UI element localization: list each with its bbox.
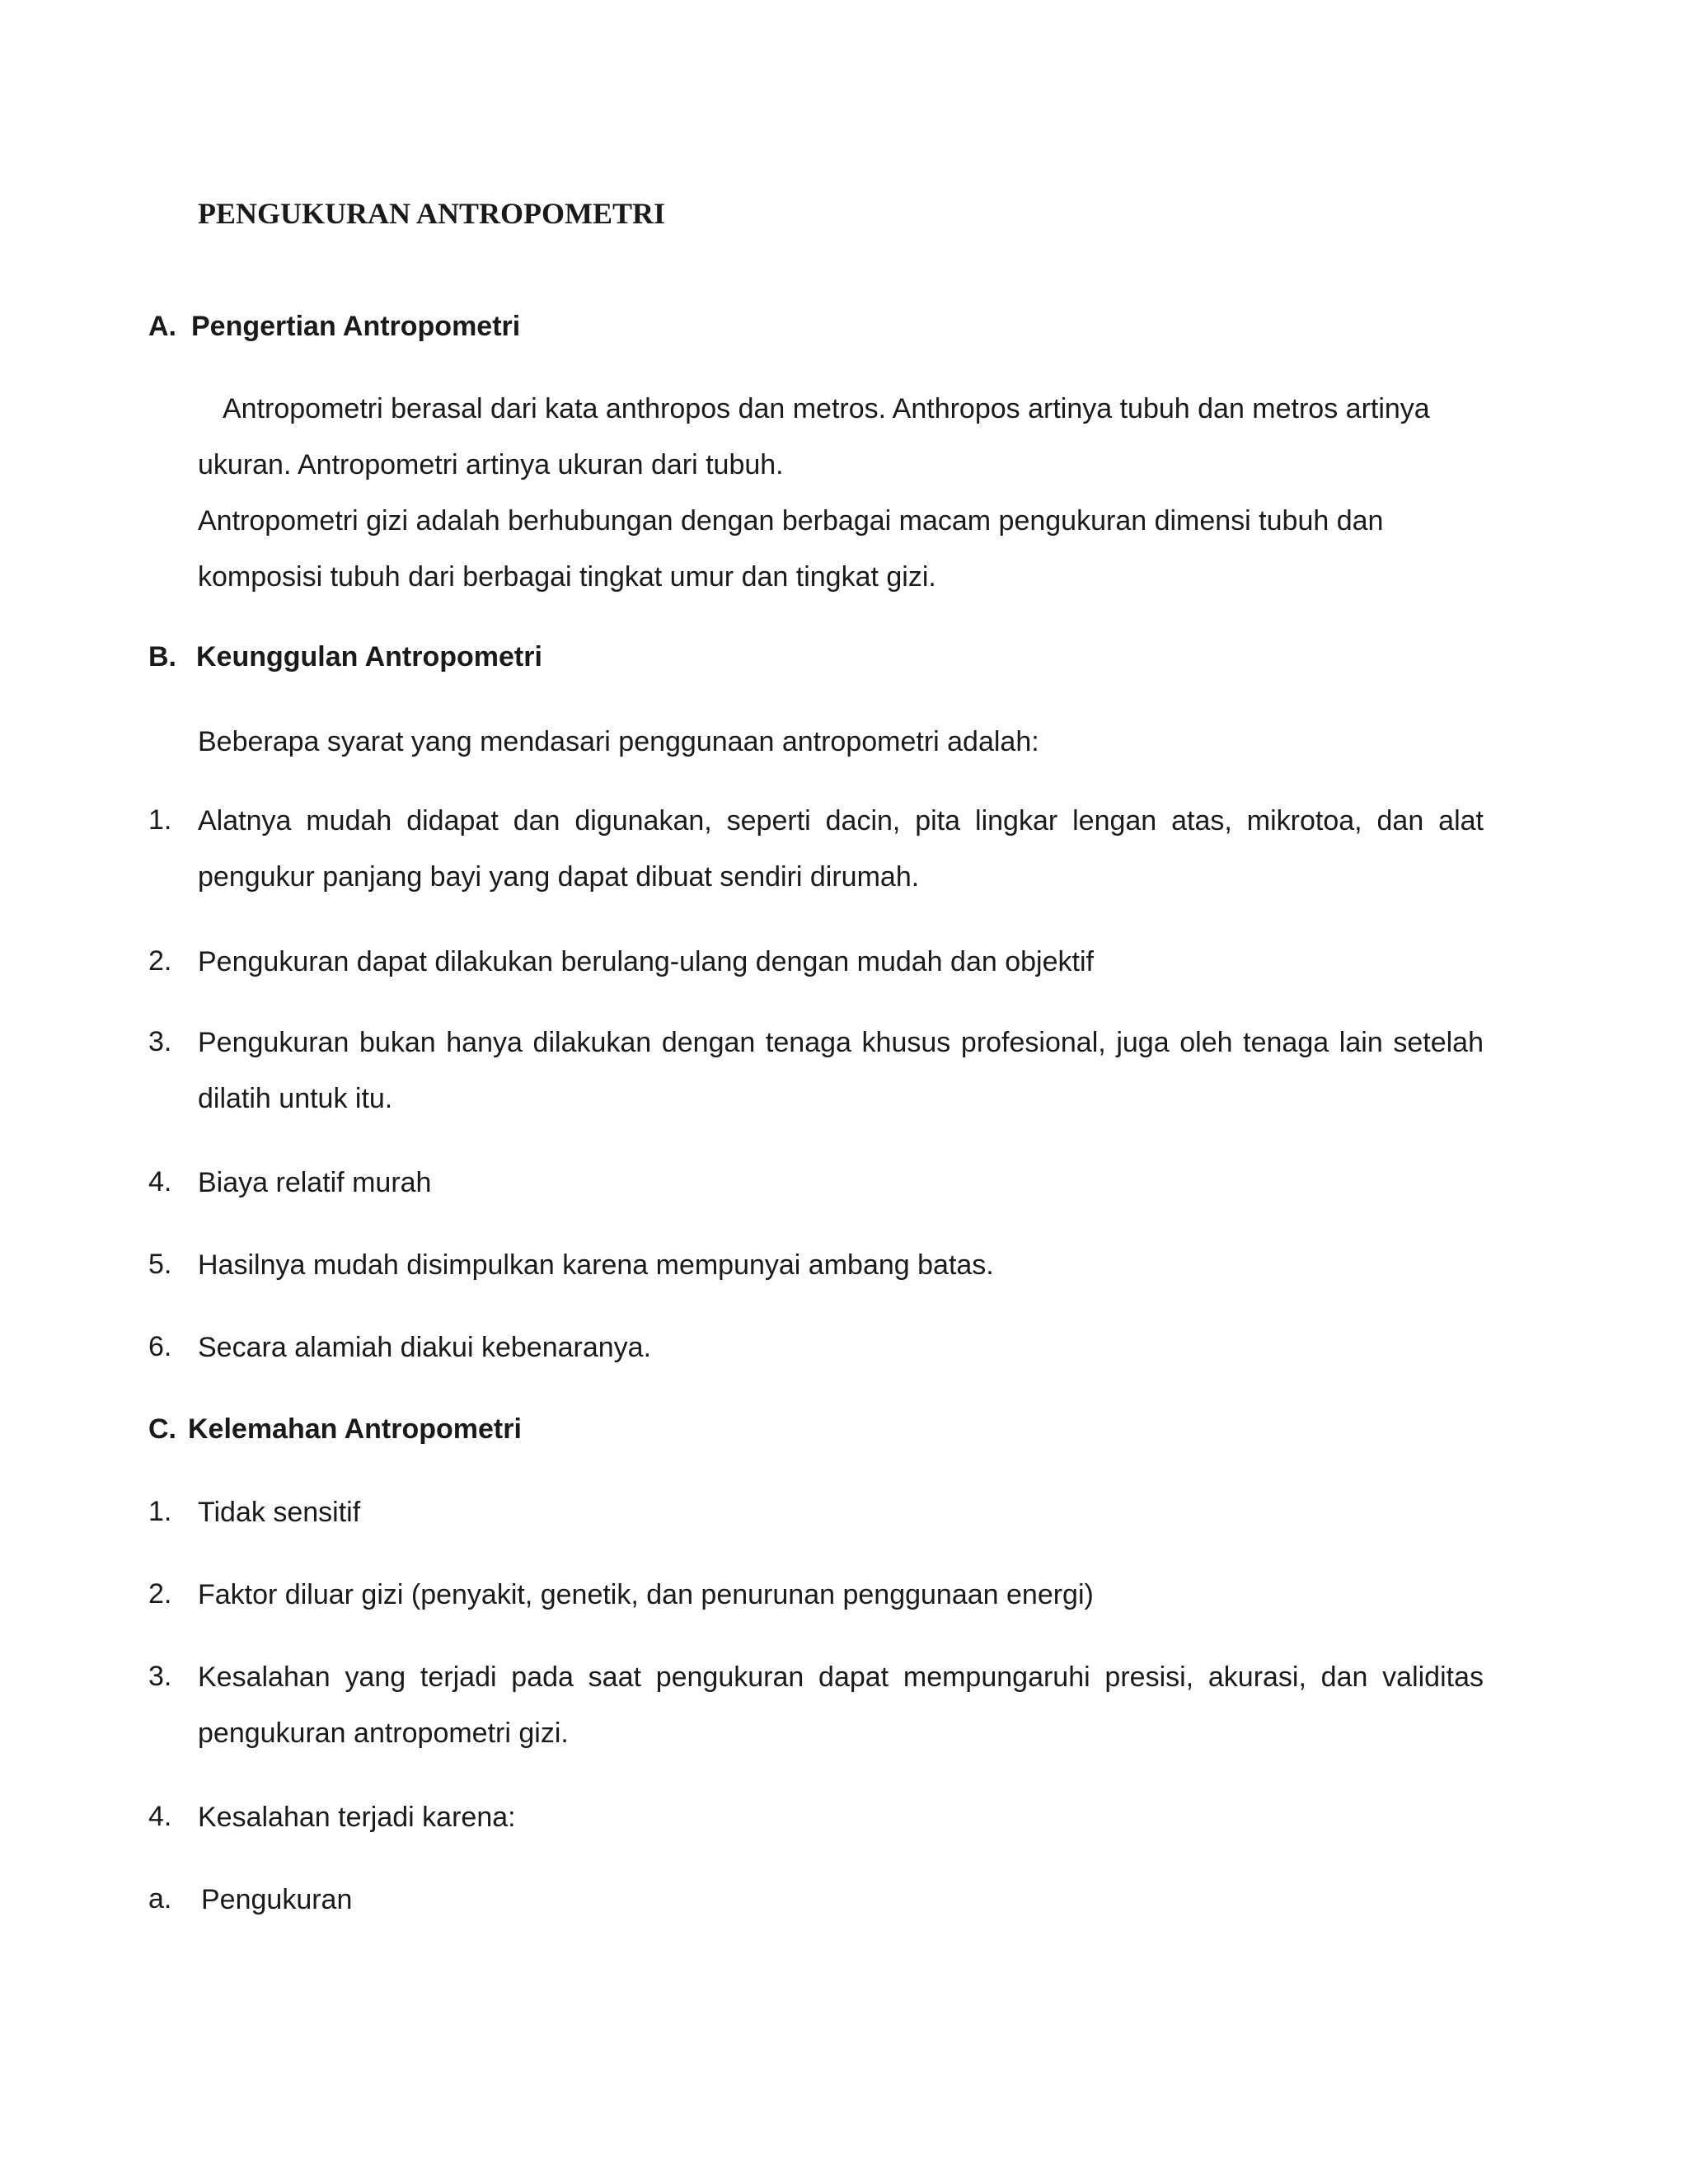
paragraph-line: ukuran. Antropometri artinya ukuran dari tubuh. xyxy=(198,449,784,480)
paragraph-line: Antropometri gizi adalah berhubungan dengan berbagai macam pengukuran dimensi tubuh dan xyxy=(198,505,1384,537)
list-item: Tidak sensitif xyxy=(198,1497,361,1528)
list-number: 3. xyxy=(148,1661,172,1692)
page-title: PENGUKURAN ANTROPOMETRI xyxy=(198,197,666,230)
list-number: 5. xyxy=(148,1249,172,1280)
list-number: a. xyxy=(148,1883,172,1915)
list-number: 2. xyxy=(148,945,172,977)
list-item: Pengukuran xyxy=(201,1884,353,1915)
list-number: 4. xyxy=(148,1166,172,1197)
section-b-intro: Beberapa syarat yang mendasari penggunaan antropometri adalah: xyxy=(198,726,1039,757)
section-c-heading: Kelemahan Antropometri xyxy=(188,1413,522,1445)
list-item: Hasilnya mudah disimpulkan karena mempunyai ambang batas. xyxy=(198,1249,994,1281)
list-item: Alatnya mudah didapat dan digunakan, seperti dacin, pita lingkar lengan atas, mikrotoa, dan alat pengukur panjang bayi yang dapat dibuat sendiri dirumah. xyxy=(198,805,1484,893)
list-number: 3. xyxy=(148,1026,172,1057)
section-b-letter: B. xyxy=(148,641,176,673)
list-item: Kesalahan terjadi karena: xyxy=(198,1802,516,1833)
list-item: Pengukuran bukan hanya dilakukan dengan tenaga khusus profesional, juga oleh tenaga lain setelah dilatih untuk itu. xyxy=(198,1027,1484,1114)
list-number: 1. xyxy=(148,804,172,836)
section-b-heading: Keunggulan Antropometri xyxy=(196,641,542,673)
list-item: Biaya relatif murah xyxy=(198,1167,432,1198)
list-number: 2. xyxy=(148,1578,172,1610)
paragraph-line: komposisi tubuh dari berbagai tingkat umur dan tingkat gizi. xyxy=(198,561,936,593)
list-number: 6. xyxy=(148,1331,172,1362)
list-item: Kesalahan yang terjadi pada saat pengukuran dapat mempungaruhi presisi, akurasi, dan validitas pengukuran antropometri gizi. xyxy=(198,1661,1484,1749)
paragraph-line: Antropometri berasal dari kata anthropos dan metros. Anthropos artinya tubuh dan metros artinya xyxy=(223,393,1430,424)
list-number: 4. xyxy=(148,1801,172,1832)
list-item: Faktor diluar gizi (penyakit, genetik, dan penurunan penggunaan energi) xyxy=(198,1579,1094,1610)
section-c-letter: C. xyxy=(148,1413,176,1445)
section-a-letter: A. xyxy=(148,311,176,342)
list-item: Secara alamiah diakui kebenaranya. xyxy=(198,1332,652,1363)
list-number: 1. xyxy=(148,1496,172,1527)
section-a-heading: Pengertian Antropometri xyxy=(191,311,521,342)
section-a-paragraph xyxy=(198,381,1484,605)
list-item: Pengukuran dapat dilakukan berulang-ulang dengan mudah dan objektif xyxy=(198,946,1094,977)
